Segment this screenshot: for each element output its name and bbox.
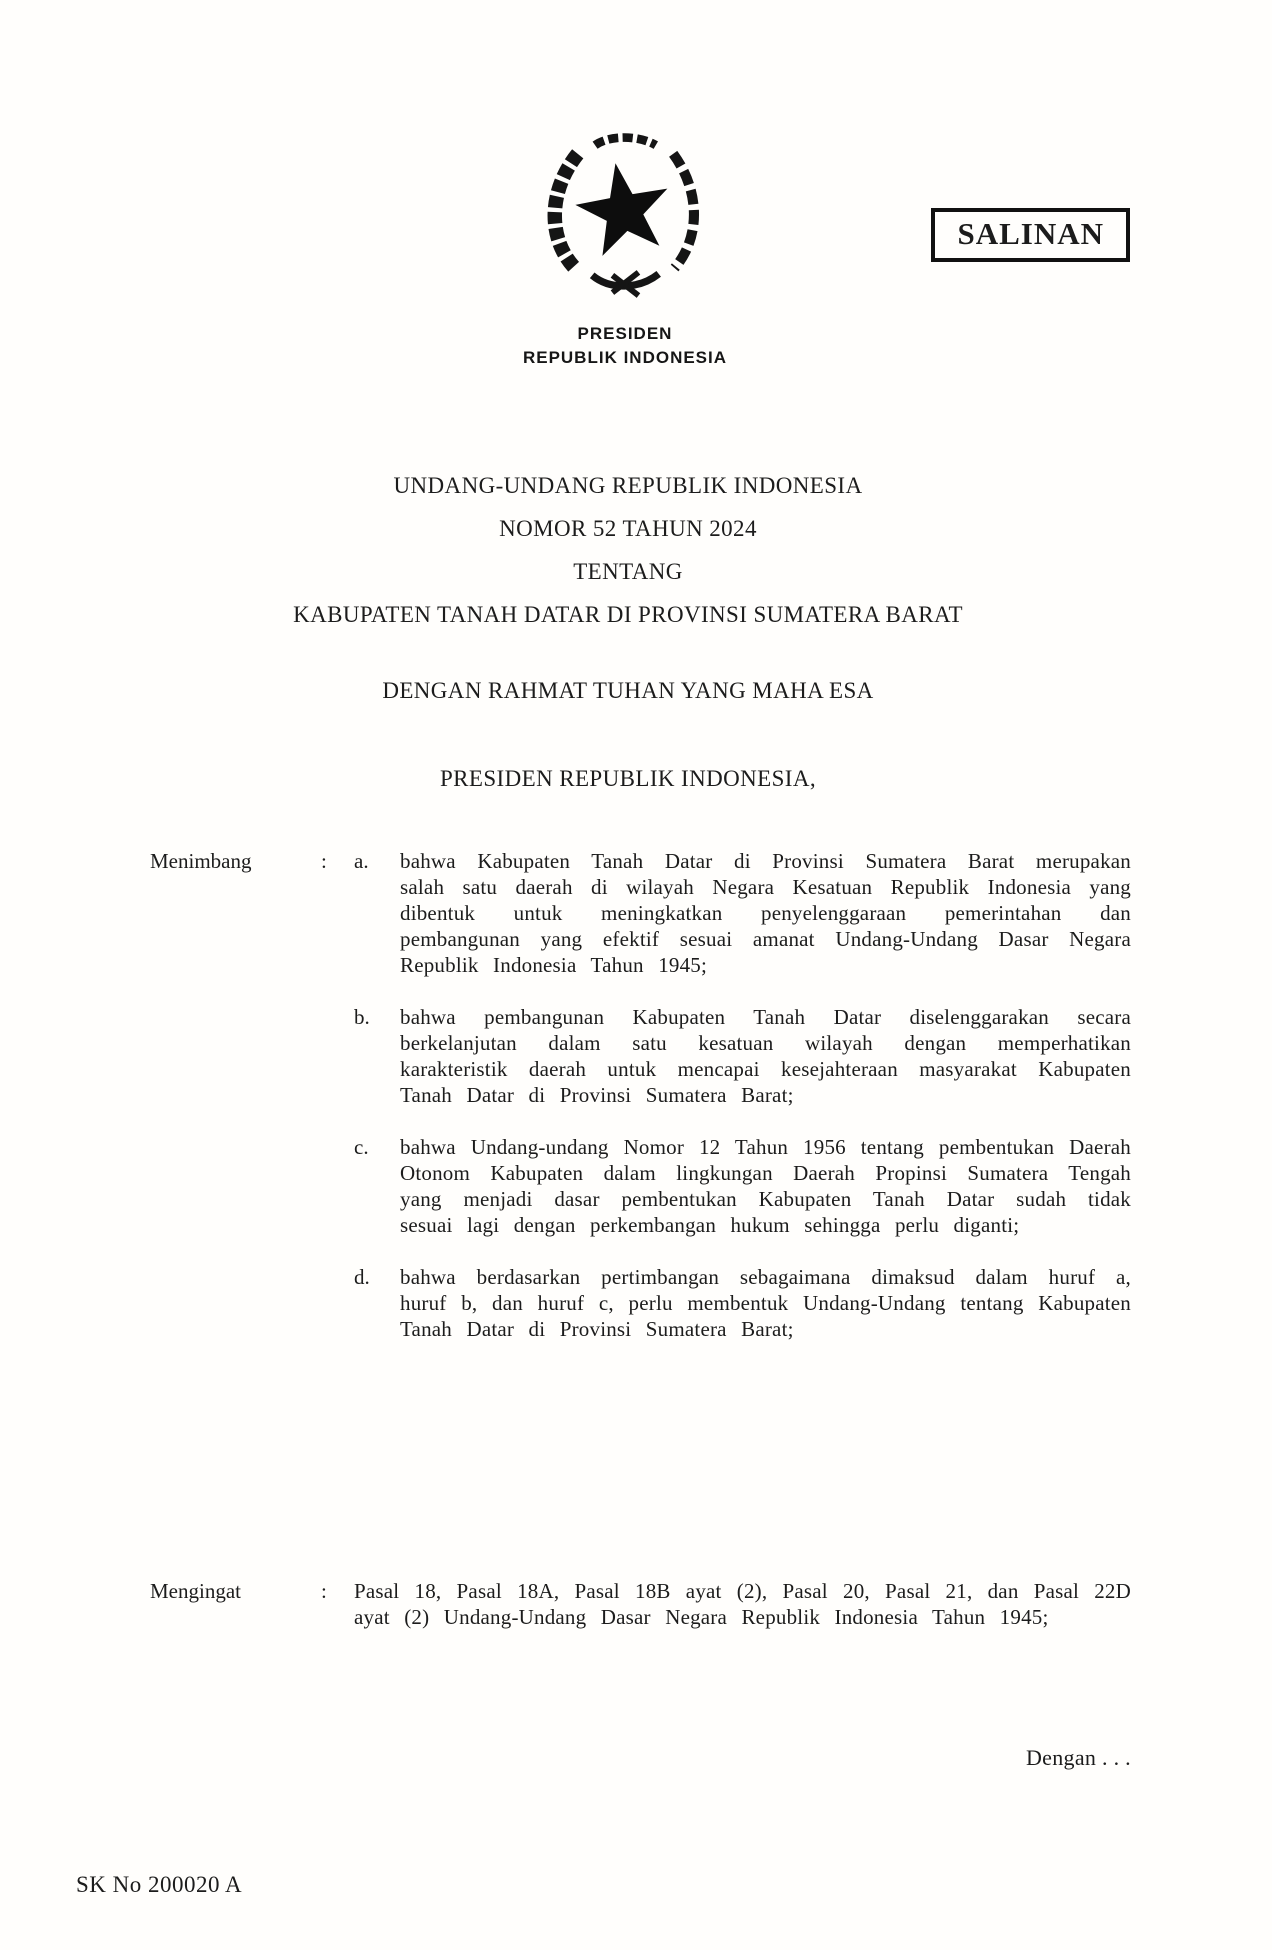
item-text: bahwa pembangunan Kabupaten Tanah Datar diselenggarakan secara berkelanjutan dalam satu kesatuan wilayah dengan memperhatikan karakteristik daerah untuk mencapai kesejahteraan masyarakat Kabupaten Tanah Datar di Provinsi Sumatera Barat; [400, 1005, 1131, 1107]
wreath-right-icon [673, 154, 694, 268]
item-text: bahwa Kabupaten Tanah Datar di Provinsi Sumatera Barat merupakan salah satu daerah di wilayah Negara Kesatuan Republik Indonesia yang dibentuk untuk meningkatkan penyelenggaraan pemerintahan dan pembangunan yang efektif sesuai amanat Undang-Undang Dasar Negara Republik Indonesia Tahun 1945; [400, 849, 1131, 977]
wreath-left-icon [555, 154, 578, 270]
item-text: bahwa berdasarkan pertimbangan sebagaimana dimaksud dalam huruf a, huruf b, dan huruf c, perlu membentuk Undang-Undang tentang Kabupaten Tanah Datar di Provinsi Sumatera Barat; [400, 1265, 1131, 1341]
item-marker: a. [354, 849, 369, 873]
salinan-stamp-label: SALINAN [957, 216, 1104, 251]
document-title [0, 464, 1256, 636]
continuation-catchword: Dengan . . . [1025, 1745, 1131, 1770]
star-icon [569, 155, 676, 259]
item-marker: d. [354, 1265, 370, 1289]
presidential-emblem-icon [534, 122, 714, 310]
letterhead-republik-indonesia: REPUBLIK INDONESIA [522, 348, 728, 367]
title-line-number: NOMOR 52 TAHUN 2024 [499, 516, 757, 541]
menimbang-label: Menimbang [150, 849, 252, 873]
consideration-item [354, 848, 1131, 978]
salinan-stamp [931, 208, 1130, 262]
consideration-item [354, 1134, 1131, 1238]
letterhead [0, 322, 1250, 370]
item-marker: b. [354, 1005, 370, 1029]
mengingat-section [150, 1578, 1131, 1630]
invocation-line: DENGAN RAHMAT TUHAN YANG MAHA ESA [382, 678, 874, 703]
mengingat-colon: : [321, 1579, 327, 1603]
sk-number: SK No 200020 A [76, 1872, 243, 1897]
title-line-subject: KABUPATEN TANAH DATAR DI PROVINSI SUMATERA BARAT [293, 602, 963, 627]
title-line-tentang: TENTANG [573, 559, 683, 584]
menimbang-colon: : [321, 849, 327, 873]
menimbang-section [150, 848, 1131, 1342]
title-line-1: UNDANG-UNDANG REPUBLIK INDONESIA [393, 473, 863, 498]
mengingat-text: Pasal 18, Pasal 18A, Pasal 18B ayat (2), Pasal 20, Pasal 21, dan Pasal 22D ayat (2) Undang-Undang Dasar Negara Republik Indonesia Tahun 1945; [354, 1579, 1131, 1629]
mengingat-label: Mengingat [150, 1579, 241, 1603]
letterhead-presiden: PRESIDEN [577, 324, 673, 343]
item-marker: c. [354, 1135, 369, 1159]
authority-line: PRESIDEN REPUBLIK INDONESIA, [439, 766, 816, 791]
consideration-item [354, 1264, 1131, 1342]
item-text: bahwa Undang-undang Nomor 12 Tahun 1956 tentang pembentukan Daerah Otonom Kabupaten dalam lingkungan Daerah Propinsi Sumatera Tengah yang menjadi dasar pembentukan Kabupaten Tanah Datar sudah tidak sesuai lagi dengan perkembangan hukum sehingga perlu diganti; [400, 1135, 1131, 1237]
consideration-item [354, 1004, 1131, 1108]
